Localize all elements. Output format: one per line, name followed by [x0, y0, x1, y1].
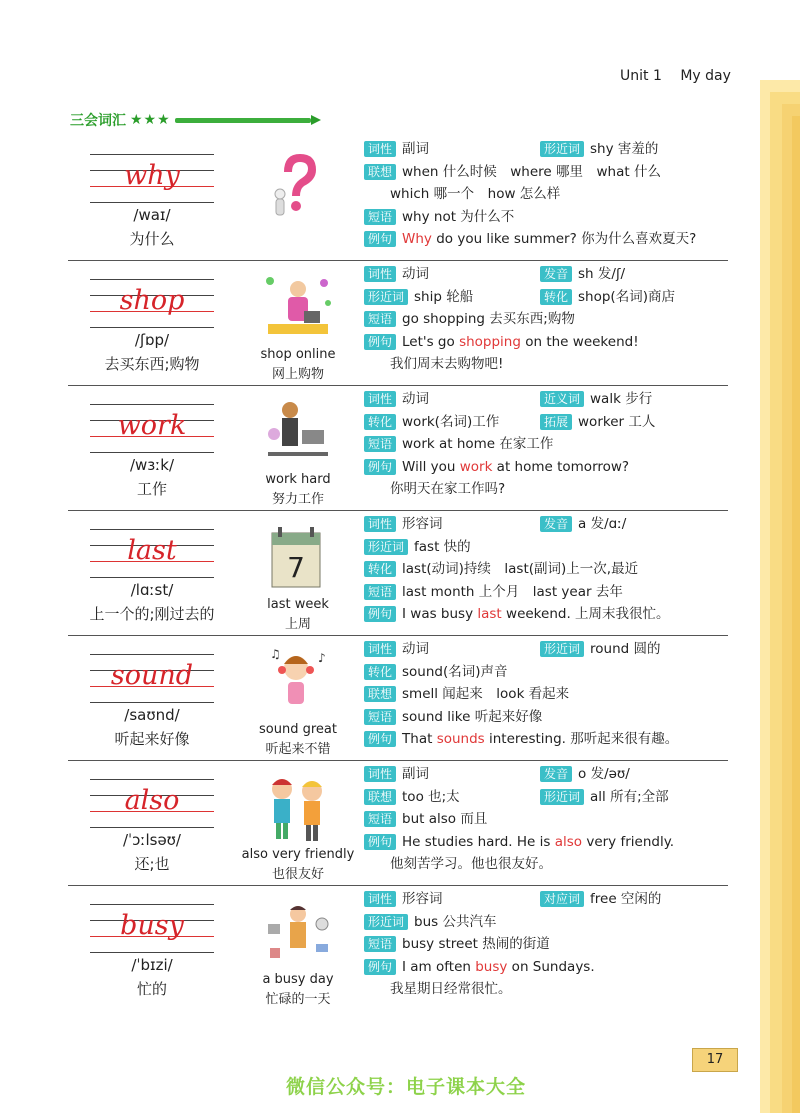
detail-tag: 转化: [364, 414, 396, 430]
detail-line: [364, 478, 724, 501]
detail-tag: 形近词: [364, 914, 408, 930]
detail-col2: [540, 763, 630, 786]
detail-line: [364, 206, 724, 229]
word-writing-lines: [90, 529, 214, 581]
vocab-entry: [68, 385, 728, 510]
detail-line: [364, 536, 724, 559]
detail-line: [364, 706, 724, 729]
detail-text: walk 步行: [590, 391, 653, 407]
word-details: [364, 888, 724, 1001]
svg-text:7: 7: [287, 551, 305, 584]
word-meaning: 为什么: [129, 230, 175, 248]
page-header: [620, 68, 745, 84]
example-text: at home tomorrow?: [492, 458, 630, 475]
detail-tag: 例句: [364, 334, 396, 350]
detail-tag: 形近词: [364, 289, 408, 305]
detail-tag: 转化: [364, 561, 396, 577]
detail-line: [364, 683, 724, 706]
detail-text: shop(名词)商店: [578, 288, 675, 305]
detail-tag: 发音: [540, 766, 572, 782]
vocab-list: [68, 136, 728, 1010]
detail-line: [364, 433, 724, 456]
detail-text: go shopping 去买东西;购物: [402, 311, 575, 328]
detail-line: [364, 853, 724, 876]
detail-text: too 也;太: [402, 788, 460, 805]
detail-text: shy 害羞的: [590, 141, 659, 157]
detail-text: sound like 听起来好像: [402, 708, 543, 725]
image-caption-en: sound great: [259, 722, 337, 737]
detail-tag: 近义词: [540, 391, 584, 407]
detail-tag: 词性: [364, 516, 396, 532]
image-caption-zh: 忙碌的一天: [265, 992, 331, 1007]
detail-tag: 联想: [364, 789, 396, 805]
detail-col2: [540, 513, 626, 536]
word-writing-lines: [90, 779, 214, 831]
working-figure: [258, 394, 338, 474]
image-caption-zh: 听起来不错: [265, 742, 331, 757]
phonetic: /waɪ/: [133, 206, 171, 224]
detail-text: ship 轮船: [414, 288, 474, 305]
detail-text: last month 上个月 last year 去年: [402, 583, 623, 600]
title-divider: [175, 118, 311, 123]
detail-tag: 词性: [364, 891, 396, 907]
detail-text: 副词: [402, 141, 430, 157]
detail-tag: 短语: [364, 811, 396, 827]
detail-tag: 短语: [364, 436, 396, 452]
vocab-entry: [68, 260, 728, 385]
svg-text:♫: ♫: [270, 647, 281, 661]
detail-line: [364, 286, 724, 309]
detail-tag: 词性: [364, 266, 396, 282]
detail-col2: [540, 263, 625, 286]
detail-tag: 词性: [364, 766, 396, 782]
image-caption-en: work hard: [265, 472, 331, 487]
example-text: interesting. 那听起来很有趣。: [484, 731, 679, 748]
svg-text:♪: ♪: [318, 651, 326, 665]
word-meaning: 还;也: [134, 855, 170, 873]
example-text: Let's go: [402, 333, 460, 350]
watermark: 微信公众号：电子课本大全: [286, 1076, 527, 1098]
example-highlight: Why: [402, 231, 432, 248]
star-icon: ★★★: [130, 112, 171, 128]
word-meaning: 听起来好像: [114, 730, 190, 748]
detail-text: fast 快的: [414, 538, 471, 555]
word-writing-lines: [90, 154, 214, 206]
detail-text: last(动词)持续 last(副词)上一次,最近: [402, 561, 639, 578]
example-text: do you like summer? 你为什么喜欢夏天?: [431, 231, 697, 248]
detail-line: [364, 728, 724, 751]
example-highlight: work: [459, 458, 493, 475]
detail-line: [364, 513, 724, 536]
phonetic: /ˈɔːlsəʊ/: [122, 831, 181, 849]
detail-line: [364, 388, 724, 411]
example-text: I was busy: [402, 606, 478, 623]
detail-tag: 发音: [540, 516, 572, 532]
detail-text: 副词: [402, 766, 430, 782]
detail-tag: 转化: [364, 664, 396, 680]
example-text: very friendly.: [582, 833, 675, 850]
busy-woman-figure: [258, 894, 338, 974]
detail-col2: [540, 138, 658, 161]
detail-tag: 形近词: [540, 641, 584, 657]
detail-line: [364, 138, 724, 161]
book-edge: [792, 116, 800, 1113]
detail-line: [364, 763, 724, 786]
detail-tag: 词性: [364, 641, 396, 657]
detail-col2: [540, 888, 661, 911]
detail-tag: 联想: [364, 686, 396, 702]
detail-text: sound(名词)声音: [402, 663, 508, 680]
detail-tag: 词性: [364, 391, 396, 407]
vocab-entry: [68, 760, 728, 885]
section-title-text: 三会词汇: [70, 113, 126, 129]
example-text: on the weekend!: [520, 333, 639, 350]
detail-tag: 短语: [364, 936, 396, 952]
detail-tag: 转化: [540, 289, 572, 305]
detail-line: [364, 888, 724, 911]
detail-text: 你明天在家工作吗?: [390, 481, 506, 498]
detail-tag: 短语: [364, 709, 396, 725]
detail-text: but also 而且: [402, 811, 488, 828]
example-highlight: busy: [475, 958, 508, 975]
detail-text: round 圆的: [590, 641, 661, 657]
detail-tag: 短语: [364, 584, 396, 600]
word-details: [364, 138, 724, 251]
detail-tag: 词性: [364, 141, 396, 157]
image-caption-en: shop online: [260, 347, 336, 362]
detail-col2: [540, 411, 655, 434]
friends-figure: [258, 769, 338, 849]
vocab-word: why: [124, 160, 180, 191]
example-highlight: last: [477, 606, 502, 623]
detail-tag: 例句: [364, 459, 396, 475]
detail-tag: 发音: [540, 266, 572, 282]
example-text: on Sundays.: [507, 958, 595, 975]
question-mark-figure: [258, 144, 338, 224]
word-meaning: 工作: [136, 480, 167, 498]
detail-tag: 例句: [364, 606, 396, 622]
word-meaning: 去买东西;购物: [104, 355, 200, 373]
detail-line: [364, 161, 724, 184]
detail-text: all 所有;全部: [590, 788, 669, 805]
word-details: [364, 763, 724, 876]
detail-text: 动词: [402, 266, 430, 282]
detail-col2: [540, 638, 661, 661]
vocab-word: busy: [120, 910, 184, 941]
detail-tag: 短语: [364, 311, 396, 327]
vocab-entry: [68, 885, 728, 1010]
detail-text: 形容词: [402, 516, 443, 532]
example-highlight: also: [554, 833, 583, 850]
example-text: He studies hard. He is: [402, 833, 555, 850]
vocab-entry: [68, 635, 728, 760]
unit-label: Unit 1: [620, 68, 662, 84]
detail-tag: 形近词: [540, 141, 584, 157]
word-details: [364, 263, 724, 376]
image-caption-en: last week: [267, 597, 329, 612]
music-girl-figure: [258, 644, 338, 724]
calendar-figure: [258, 519, 338, 599]
image-caption-zh: 上周: [284, 617, 311, 632]
detail-line: [364, 808, 724, 831]
detail-text: 形容词: [402, 891, 443, 907]
word-meaning: 上一个的;刚过去的: [89, 605, 215, 623]
detail-line: [364, 353, 724, 376]
phonetic: /ˈbɪzi/: [131, 956, 173, 974]
vocab-entry: [68, 136, 728, 260]
vocab-word: sound: [110, 660, 194, 691]
word-writing-lines: [90, 279, 214, 331]
word-writing-lines: [90, 404, 214, 456]
detail-text: which 哪一个 how 怎么样: [390, 186, 561, 203]
detail-line: [364, 978, 724, 1001]
detail-text: 我们周末去购物吧!: [390, 356, 504, 373]
detail-line: [364, 933, 724, 956]
vocab-word: last: [127, 535, 177, 566]
arrow-icon: [311, 115, 321, 125]
detail-text: 动词: [402, 391, 430, 407]
word-details: [364, 638, 724, 751]
detail-line: [364, 411, 724, 434]
detail-text: 他刻苦学习。他也很友好。: [390, 856, 553, 873]
detail-line: [364, 331, 724, 354]
detail-text: worker 工人: [578, 413, 656, 430]
detail-text: o 发/əʊ/: [578, 766, 630, 782]
detail-text: 动词: [402, 641, 430, 657]
detail-text: work(名词)工作: [402, 413, 500, 430]
detail-line: [364, 911, 724, 934]
detail-col2: [540, 286, 675, 309]
detail-tag: 例句: [364, 959, 396, 975]
unit-title: My day: [680, 68, 731, 84]
word-details: [364, 513, 724, 626]
page-number: 17: [692, 1048, 738, 1072]
detail-line: [364, 456, 724, 479]
detail-text: why not 为什么不: [402, 208, 515, 225]
detail-line: [364, 183, 724, 206]
detail-line: [364, 581, 724, 604]
detail-col2: [540, 388, 652, 411]
example-highlight: sounds: [436, 731, 485, 748]
detail-text: smell 闻起来 look 看起来: [402, 686, 570, 703]
image-caption-zh: 努力工作: [271, 492, 324, 507]
detail-line: [364, 786, 724, 809]
detail-line: [364, 956, 724, 979]
detail-text: busy street 热闹的街道: [402, 936, 550, 953]
vocab-word: shop: [119, 285, 185, 316]
detail-col2: [540, 786, 669, 809]
detail-tag: 形近词: [540, 789, 584, 805]
detail-tag: 形近词: [364, 539, 408, 555]
phonetic: /wɜːk/: [129, 456, 175, 474]
word-writing-lines: [90, 904, 214, 956]
detail-tag: 拓展: [540, 414, 572, 430]
example-text: I am often: [402, 958, 476, 975]
detail-tag: 联想: [364, 164, 396, 180]
detail-line: [364, 638, 724, 661]
detail-text: sh 发/ʃ/: [578, 266, 626, 282]
example-text: That: [402, 731, 437, 748]
detail-tag: 短语: [364, 209, 396, 225]
word-meaning: 忙的: [136, 980, 167, 998]
example-text: Will you: [402, 458, 460, 475]
image-caption-zh: 也很友好: [271, 867, 324, 882]
image-caption-en: also very friendly: [241, 847, 355, 862]
word-details: [364, 388, 724, 501]
image-caption-en: a busy day: [262, 972, 334, 987]
detail-line: [364, 263, 724, 286]
detail-line: [364, 308, 724, 331]
vocab-entry: [68, 510, 728, 635]
phonetic: /ʃɒp/: [134, 331, 170, 349]
detail-text: when 什么时候 where 哪里 what 什么: [402, 163, 661, 180]
example-highlight: shopping: [459, 333, 521, 350]
example-text: weekend. 上周末我很忙。: [501, 606, 670, 623]
phonetic: /lɑːst/: [130, 581, 174, 599]
detail-tag: 例句: [364, 834, 396, 850]
detail-line: [364, 603, 724, 626]
detail-text: a 发/ɑː/: [578, 516, 627, 532]
vocab-word: also: [124, 785, 180, 816]
detail-tag: 例句: [364, 231, 396, 247]
detail-text: 我星期日经常很忙。: [390, 981, 512, 998]
word-writing-lines: [90, 654, 214, 706]
section-title: [70, 110, 321, 130]
detail-text: bus 公共汽车: [414, 913, 497, 930]
shopping-online-figure: [258, 269, 338, 349]
detail-line: [364, 558, 724, 581]
detail-text: free 空闲的: [590, 891, 662, 907]
phonetic: /saʊnd/: [124, 706, 180, 724]
detail-text: work at home 在家工作: [402, 436, 554, 453]
detail-line: [364, 661, 724, 684]
detail-line: [364, 831, 724, 854]
vocab-word: work: [117, 410, 187, 441]
detail-line: [364, 228, 724, 251]
detail-tag: 对应词: [540, 891, 584, 907]
image-caption-zh: 网上购物: [271, 367, 324, 382]
detail-tag: 例句: [364, 731, 396, 747]
